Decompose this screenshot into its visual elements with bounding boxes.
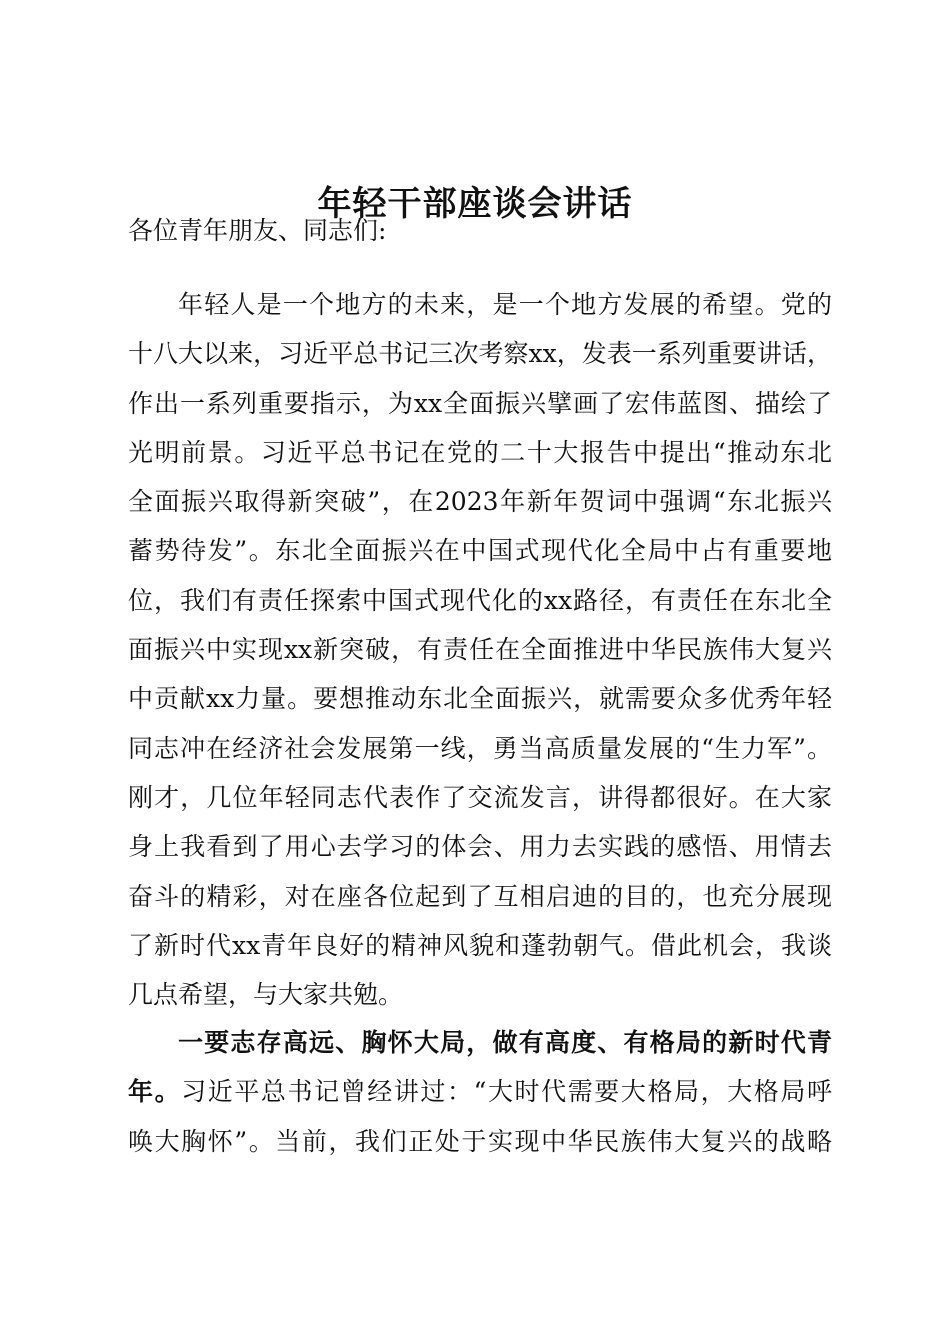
- salutation: 各位青年朋友、同志们:: [128, 216, 387, 245]
- text-line: 位，我们有责任探索中国式现代化的xx路径，有责任在东北全: [128, 585, 832, 615]
- text-line: 唤大胸怀”。当前，我们正处于实现中华民族伟大复兴的战略: [128, 1126, 832, 1156]
- text-line: 作出一系列重要指示，为xx全面振兴擘画了宏伟蓝图、描绘了: [128, 388, 832, 418]
- paragraph-intro: [128, 280, 832, 1019]
- section-heading: 一要志存高远、胸怀大局，做有高度、有格局的新时代青: [178, 1028, 832, 1057]
- text-line: 蓄势待发”。东北全面振兴在中国式现代化全局中占有重要地: [128, 536, 832, 566]
- text-line: 身上我看到了用心去学习的体会、用力去实践的感悟、用情去: [128, 832, 832, 862]
- paragraph-point-one: [128, 1018, 832, 1166]
- document-title: 年轻干部座谈会讲话: [317, 184, 633, 224]
- section-heading-end: 年。: [128, 1077, 182, 1107]
- text-line: 刚才，几位年轻同志代表作了交流发言，讲得都很好。在大家: [128, 782, 832, 812]
- text-fragment: 习近平总书记曾经讲过：“大时代需要大格局，大格局呼: [181, 1077, 832, 1107]
- text-line: 了新时代xx青年良好的精神风貌和蓬勃朝气。借此机会，我谈: [128, 930, 832, 960]
- text-line: 光明前景。习近平总书记在党的二十大报告中提出“推动东北: [128, 437, 832, 467]
- text-line: 几点希望，与大家共勉。: [128, 980, 404, 1010]
- text-line: 十八大以来，习近平总书记三次考察xx，发表一系列重要讲话，: [128, 339, 832, 369]
- text-line: 年轻人是一个地方的未来，是一个地方发展的希望。党的: [178, 290, 832, 319]
- text-line: [128, 1067, 832, 1116]
- text-line: 面振兴中实现xx新突破，有责任在全面推进中华民族伟大复兴: [128, 635, 832, 665]
- text-line: 全面振兴取得新突破”，在2023年新年贺词中强调“东北振兴: [128, 487, 832, 517]
- text-line: 奋斗的精彩，对在座各位起到了互相启迪的目的，也充分展现: [128, 881, 832, 911]
- text-line: 同志冲在经济社会发展第一线，勇当高质量发展的“生力军”。: [128, 733, 832, 763]
- text-line: 中贡献xx力量。要想推动东北全面振兴，就需要众多优秀年轻: [128, 684, 832, 714]
